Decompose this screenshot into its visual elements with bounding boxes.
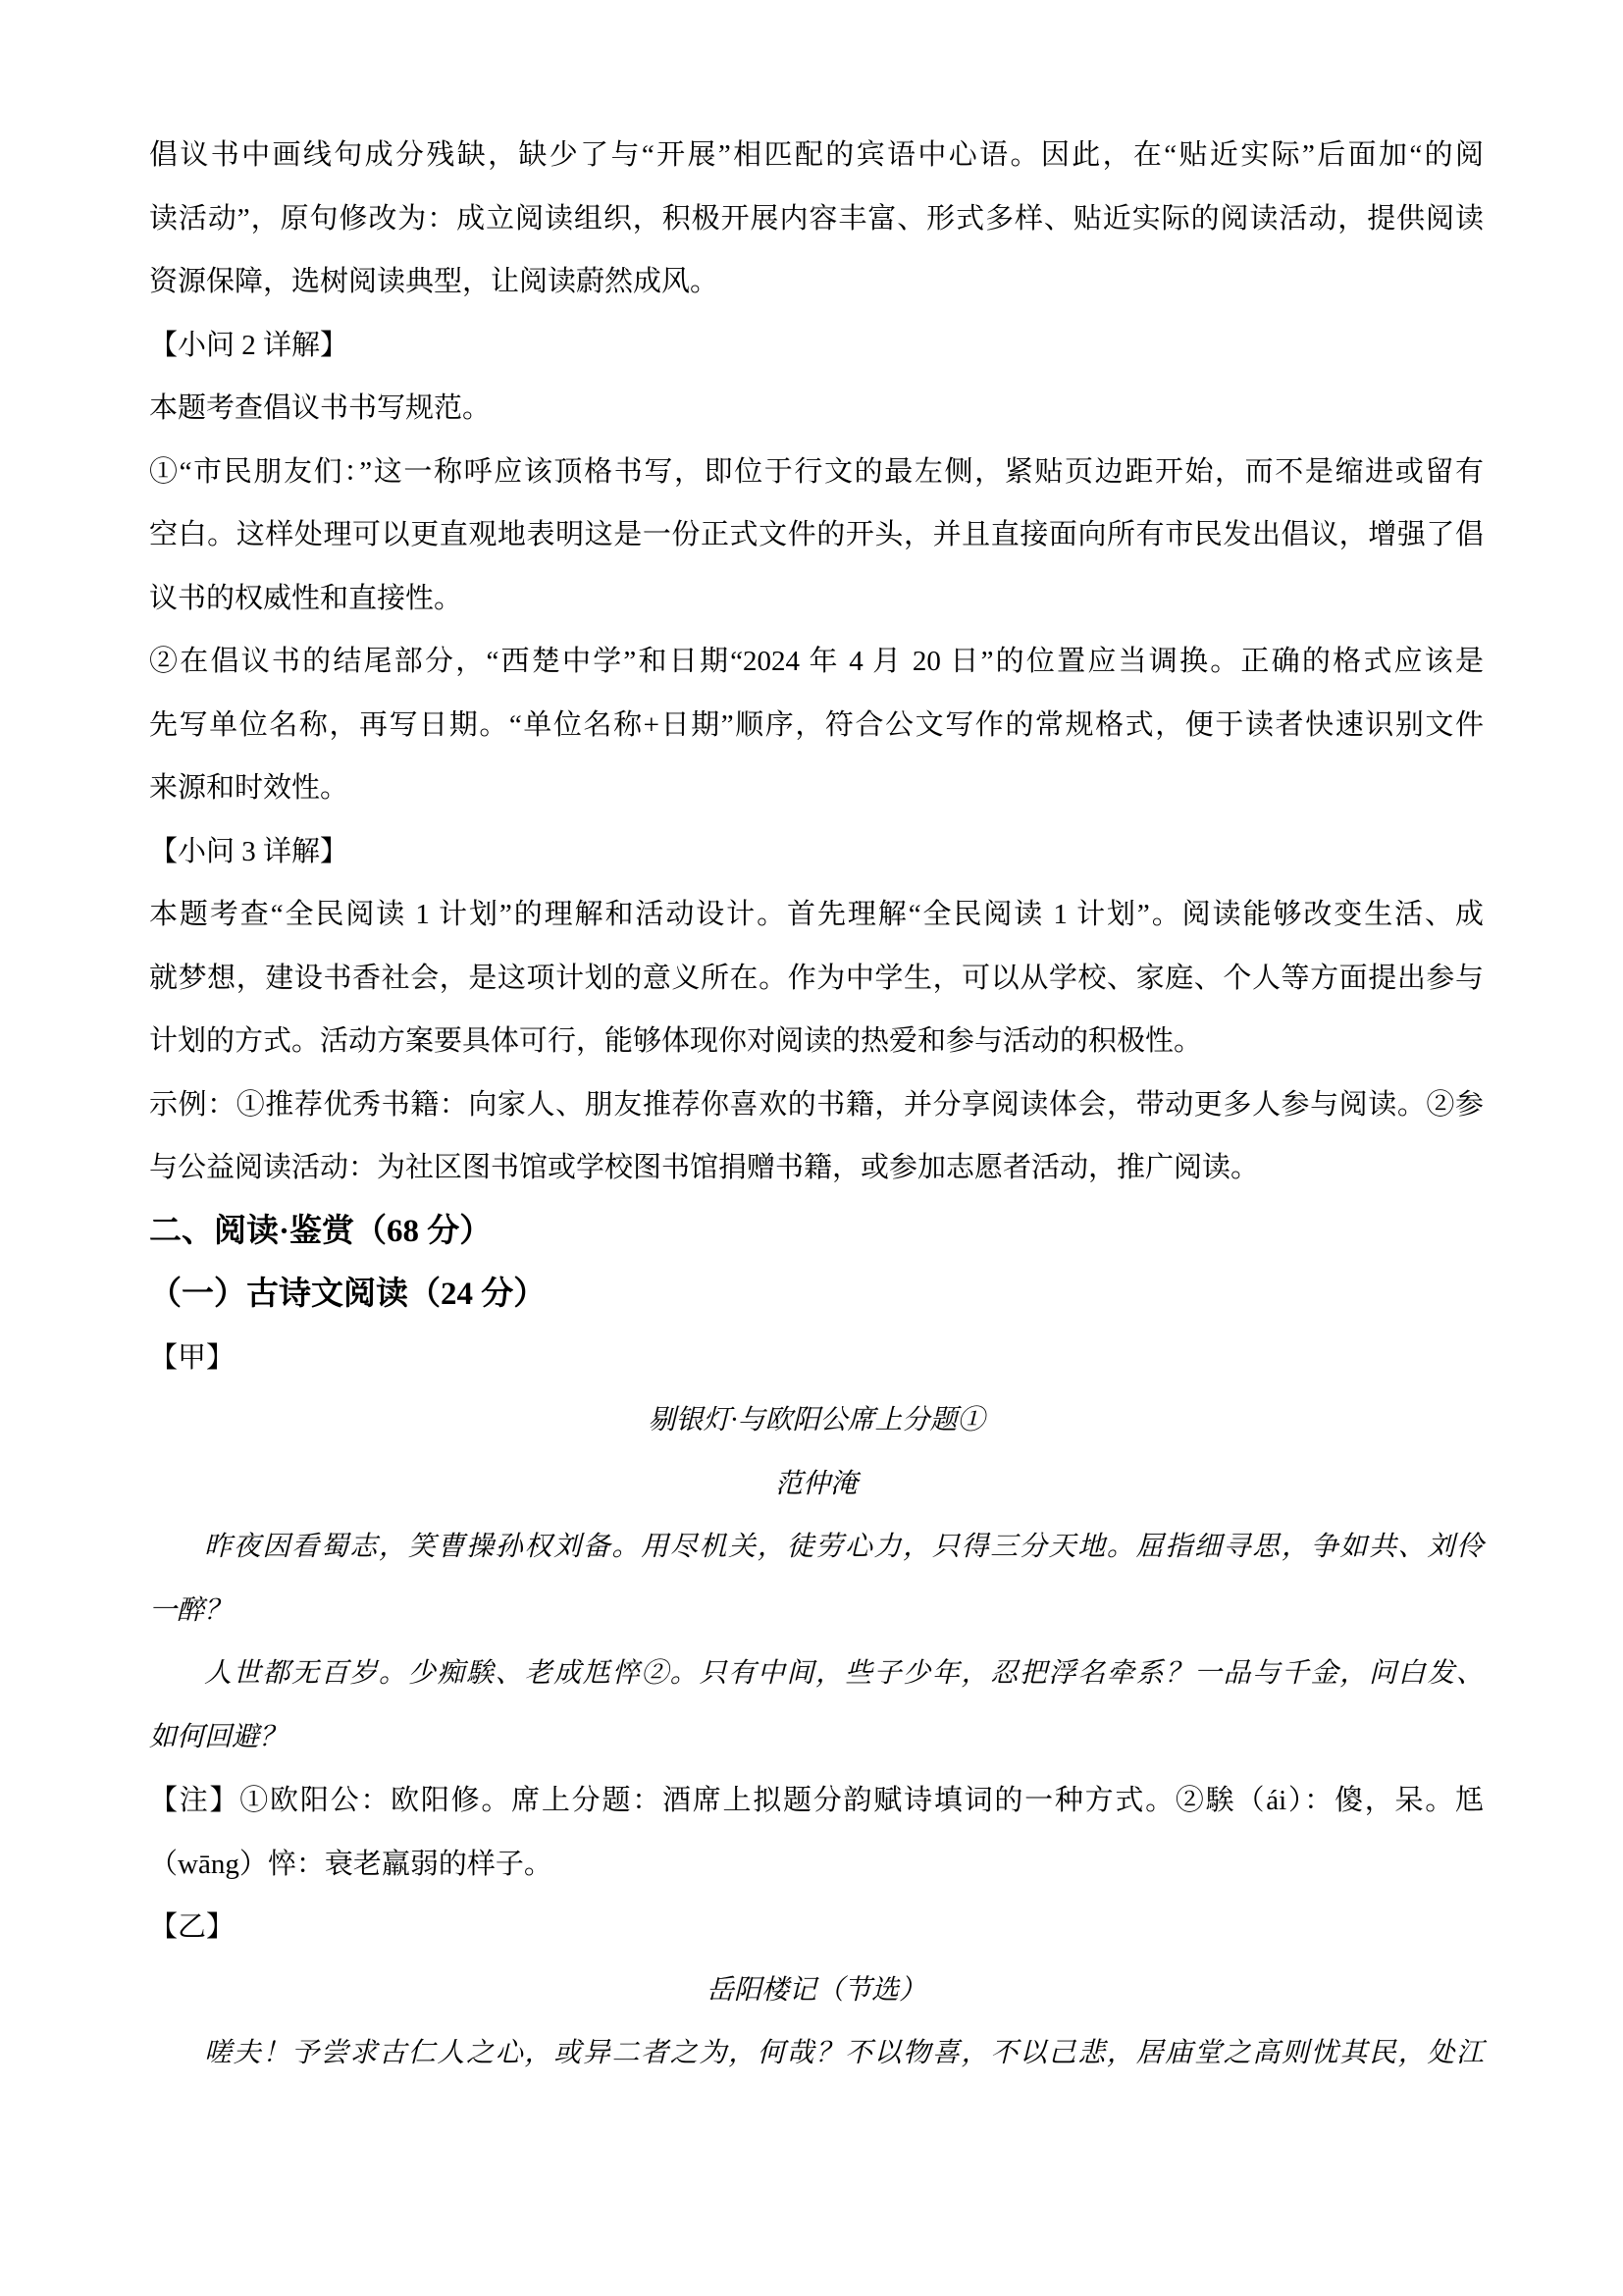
passage-jia-label: 【甲】 — [149, 1341, 236, 1374]
q2-line-2: ①“市民朋友们：”这一称呼应该顶格书写，即位于行文的最左侧，紧贴页边距开始，而不是缩进或留有 — [149, 455, 1484, 488]
passage-yi-title: 岳阳楼记（节选） — [706, 1974, 926, 2006]
passage-yi-label: 【乙】 — [149, 1911, 236, 1943]
intro-line-2: 读活动”，原句修改为：成立阅读组织，积极开展内容丰富、形式多样、贴近实际的阅读活动，提供阅读 — [149, 202, 1484, 235]
q2-heading: 【小问 2 详解】 — [149, 329, 349, 361]
q3-line-4: 示例：①推荐优秀书籍：向家人、朋友推荐你喜欢的书籍，并分享阅读体会，带动更多人参与阅读。②参 — [149, 1088, 1484, 1121]
q2-line-4: 议书的权威性和直接性。 — [149, 582, 463, 614]
q3-line-3: 计划的方式。活动方案要具体可行，能够体现你对阅读的热爱和参与活动的积极性。 — [149, 1025, 1203, 1057]
poem-title: 剔银灯·与欧阳公席上分题① — [648, 1405, 985, 1435]
document-content — [149, 124, 1484, 2086]
intro-line-1: 倡议书中画线句成分残缺，缺少了与“开展”相匹配的宾语中心语。因此，在“贴近实际”后面加“的阅 — [149, 139, 1484, 171]
q2-line-3: 空白。这样处理可以更直观地表明这是一份正式文件的开头，并且直接面向所有市民发出倡议，增强了倡 — [149, 519, 1484, 550]
passage-yi-line-1: 嗟夫！予尝求古仁人之心，或异二者之为，何哉？不以物喜，不以己悲，居庙堂之高则忧其民，处江 — [204, 2038, 1484, 2068]
q2-line-6: 先写单位名称，再写日期。“单位名称+日期”顺序，符合公文写作的常规格式，便于读者快速识别文件 — [149, 708, 1484, 741]
q2-line-7: 来源和时效性。 — [149, 772, 349, 804]
poem-line-2: 一醉？ — [149, 1594, 233, 1626]
section-heading: 二、阅读·鉴赏（68 分） — [149, 1213, 493, 1249]
note-line-1: 【注】①欧阳公：欧阳修。席上分题：酒席上拟题分韵赋诗填词的一种方式。②騃（ái）：傻，呆。尪 — [149, 1785, 1484, 1816]
q3-line-5: 与公益阅读活动：为社区图书馆或学校图书馆捐赠书籍，或参加志愿者活动，推广阅读。 — [149, 1152, 1260, 1183]
poem-line-4: 如何回避？ — [149, 1721, 288, 1752]
intro-line-3: 资源保障，选树阅读典型，让阅读蔚然成风。 — [149, 266, 719, 297]
q2-line-5: ②在倡议书的结尾部分，“西楚中学”和日期“2024 年 4 月 20 日”的位置应当调换。正确的格式应该是 — [149, 646, 1484, 677]
poem-line-1: 昨夜因看蜀志，笑曹操孙权刘备。用尽机关，徒劳心力，只得三分天地。屈指细寻思，争如共、刘伶 — [204, 1532, 1484, 1562]
q3-line-1: 本题考查“全民阅读 1 计划”的理解和活动设计。首先理解“全民阅读 1 计划”。阅读能够改变生活、成 — [149, 899, 1484, 930]
note-line-2: （wāng）悴：衰老羸弱的样子。 — [149, 1848, 552, 1880]
subsection-heading: （一）古诗文阅读（24 分） — [149, 1277, 547, 1312]
q3-line-2: 就梦想，建设书香社会，是这项计划的意义所在。作为中学生，可以从学校、家庭、个人等方面提出参与 — [149, 962, 1484, 994]
poem-line-3: 人世都无百岁。少痴騃、老成尪悴②。只有中间，些子少年，忍把浮名牵系？一品与千金，问白发、 — [204, 1658, 1484, 1689]
poem-author: 范仲淹 — [774, 1468, 858, 1499]
q2-line-1: 本题考查倡议书书写规范。 — [149, 392, 492, 424]
q3-heading: 【小问 3 详解】 — [149, 835, 349, 867]
